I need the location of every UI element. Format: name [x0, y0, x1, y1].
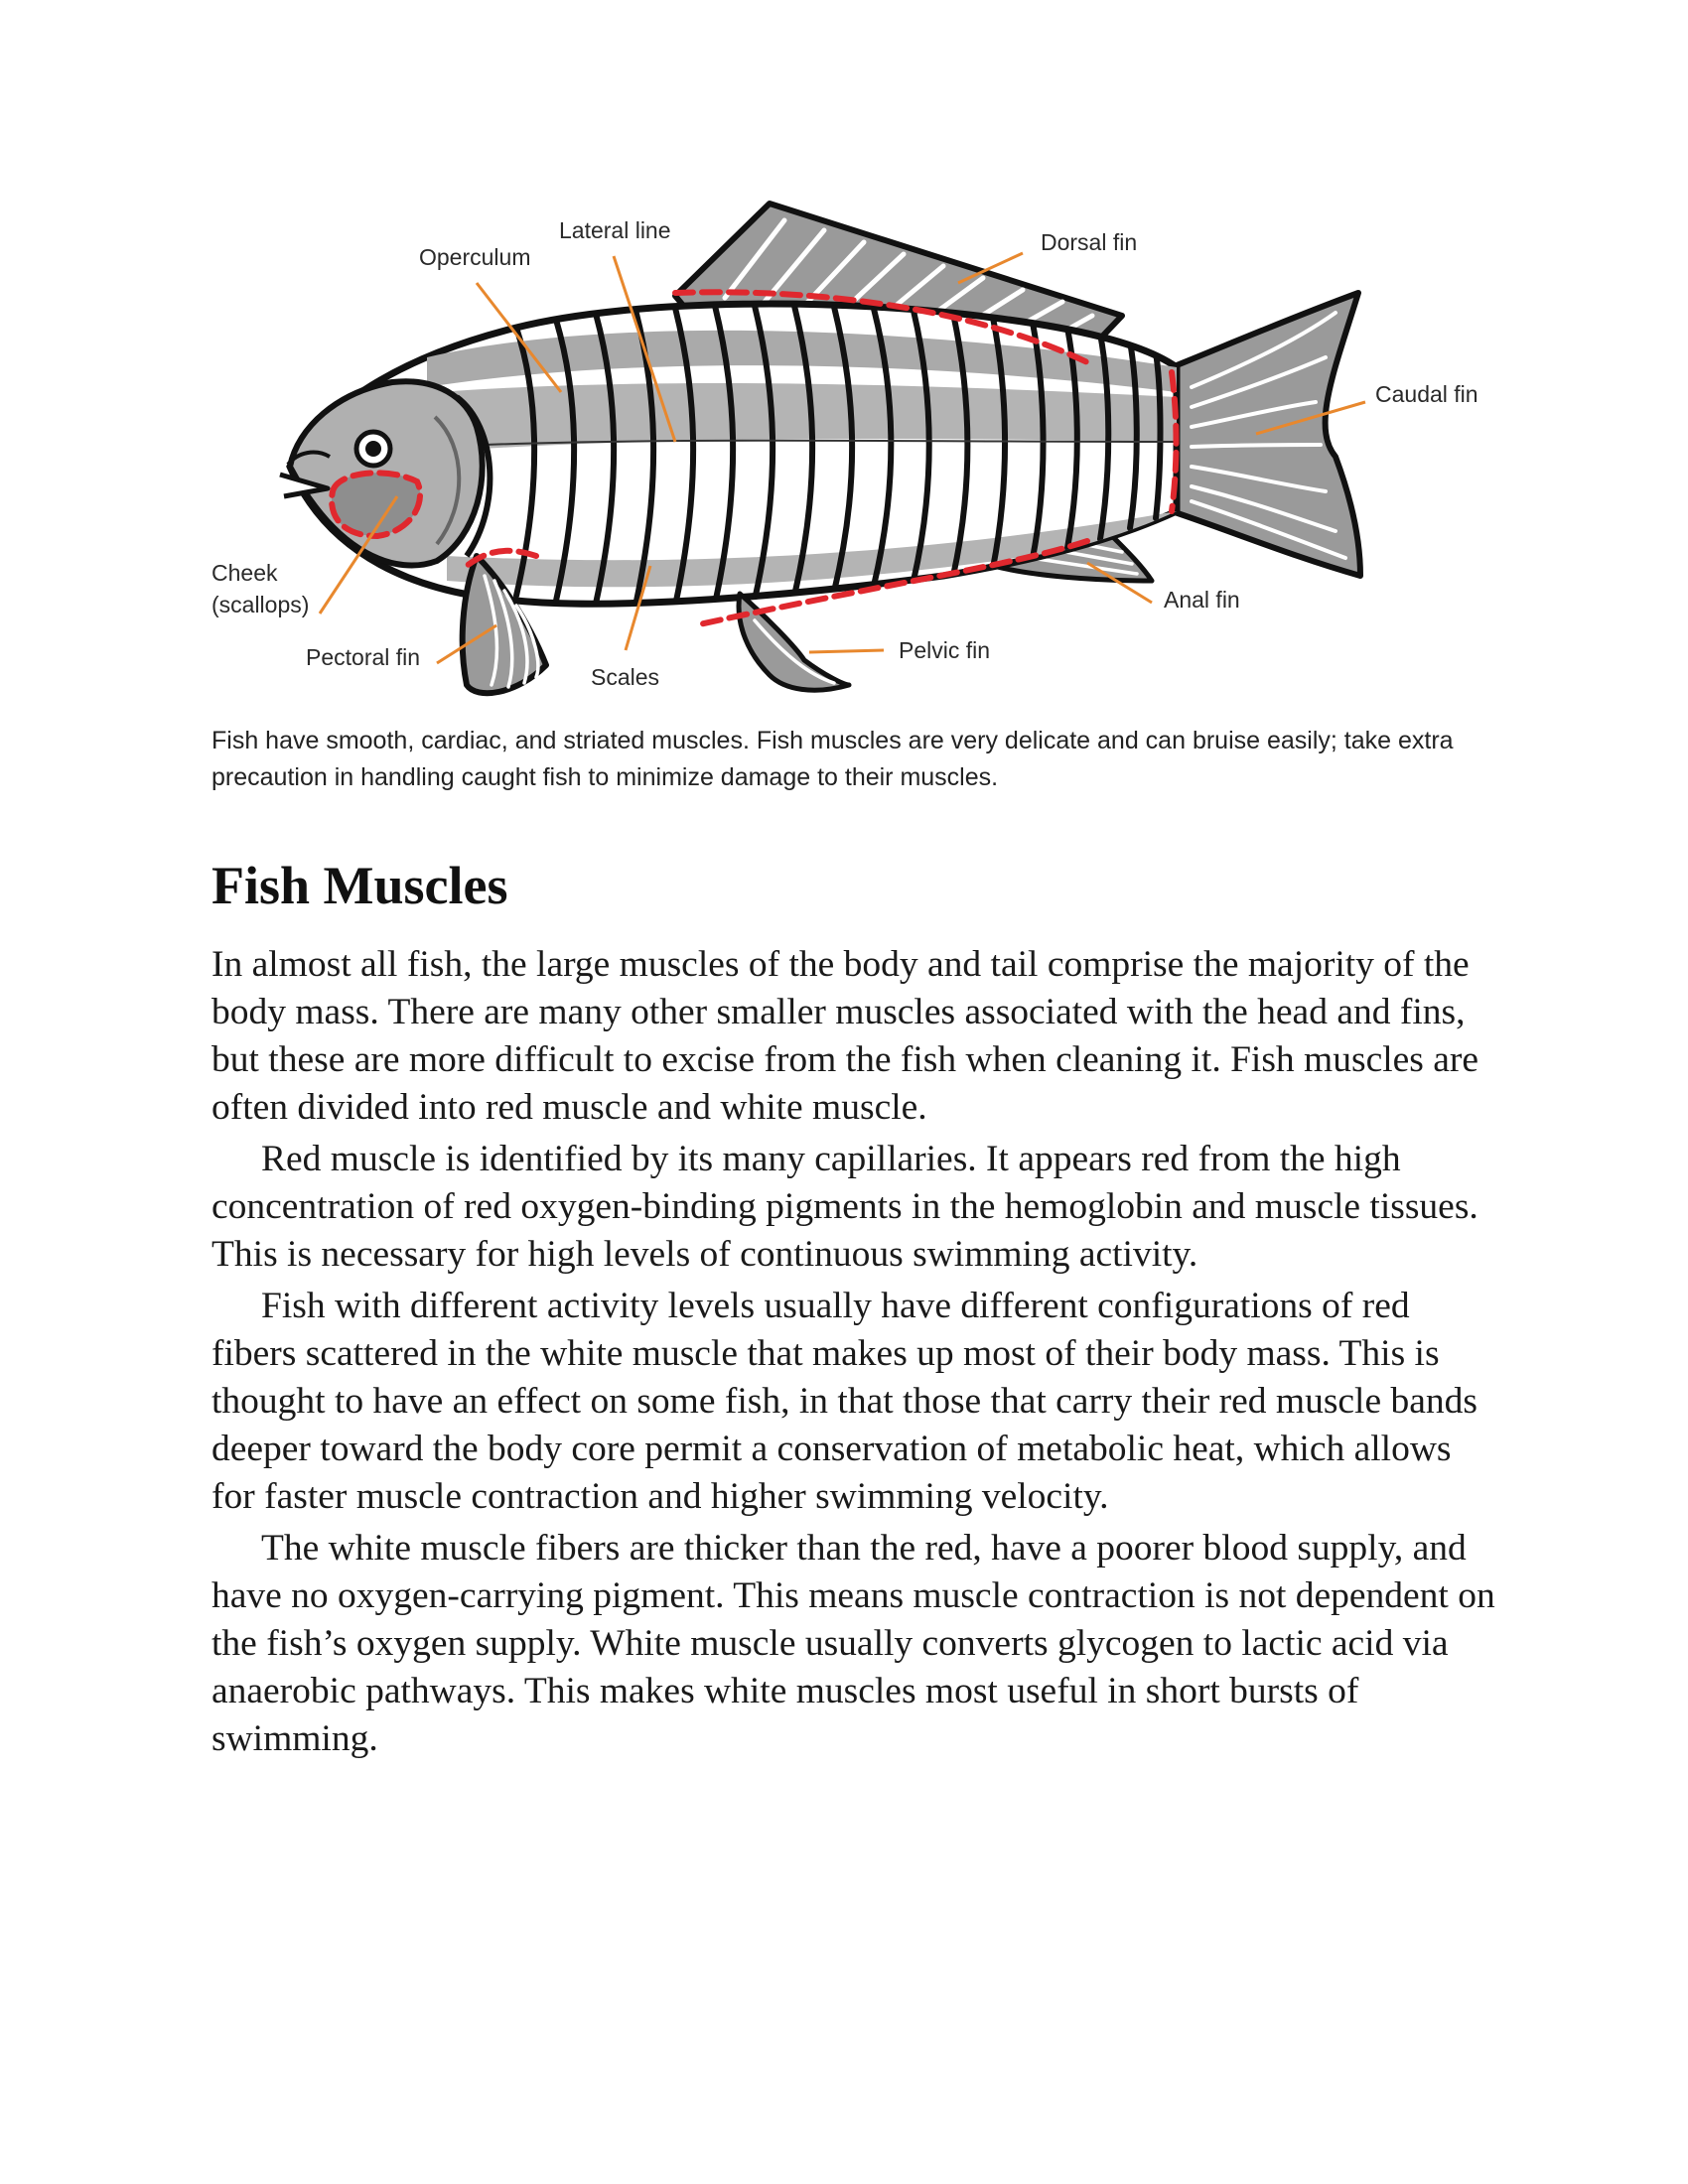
label-dorsal-fin: Dorsal fin: [1041, 229, 1138, 255]
label-cheek-scallops: (scallops): [211, 592, 310, 617]
body-text: [211, 941, 1502, 1763]
label-cheek: Cheek: [211, 560, 278, 586]
label-anal-fin: Anal fin: [1164, 587, 1240, 613]
label-pelvic-fin: Pelvic fin: [899, 637, 991, 663]
paragraph-3: Fish with different activity levels usually have different configurations of red fibers scattered in the white muscle that makes up most of their body mass. This is thought to have an effect on some fish, in that those that carry their red muscle bands deeper toward the body core permit a conservation of metabolic heat, which allows for faster muscle contraction and higher swimming velocity.: [211, 1286, 1477, 1517]
figure-caption: Fish have smooth, cardiac, and striated muscles. Fish muscles are very delicate and can bruise easily; take extra precaution in handling caught fish to minimize damage to their muscles.: [211, 727, 1454, 791]
caudal-fin: [1172, 293, 1360, 576]
paragraph-1: In almost all fish, the large muscles of the body and tail comprise the majority of the body mass. There are many other smaller muscles associated with the head and fins, but these are more difficult to excise from the fish when cleaning it. Fish muscles are often divided into red muscle and white muscle.: [211, 944, 1479, 1128]
label-pectoral-fin: Pectoral fin: [306, 644, 421, 670]
label-operculum: Operculum: [419, 244, 531, 270]
label-lateral-line: Lateral line: [559, 217, 671, 243]
label-caudal-fin: Caudal fin: [1375, 381, 1478, 407]
pelvic-fin: [739, 594, 849, 690]
paragraph-4: The white muscle fibers are thicker than the red, have a poorer blood supply, and have no oxygen-carrying pigment. This means muscle contraction is not dependent on the fish’s oxygen supply. White muscle usually converts glycogen to lactic acid via anaerobic pathways. This makes white muscles most useful in short bursts of swimming.: [211, 1528, 1495, 1759]
paragraph-2: Red muscle is identified by its many capillaries. It appears red from the high concentration of red oxygen-binding pigments in the hemoglobin and muscle tissues. This is necessary for high levels of continuous swimming activity.: [211, 1139, 1478, 1275]
fish-anatomy-diagram: [0, 0, 1688, 715]
label-scales: Scales: [591, 664, 660, 690]
section-heading: Fish Muscles: [211, 856, 508, 915]
